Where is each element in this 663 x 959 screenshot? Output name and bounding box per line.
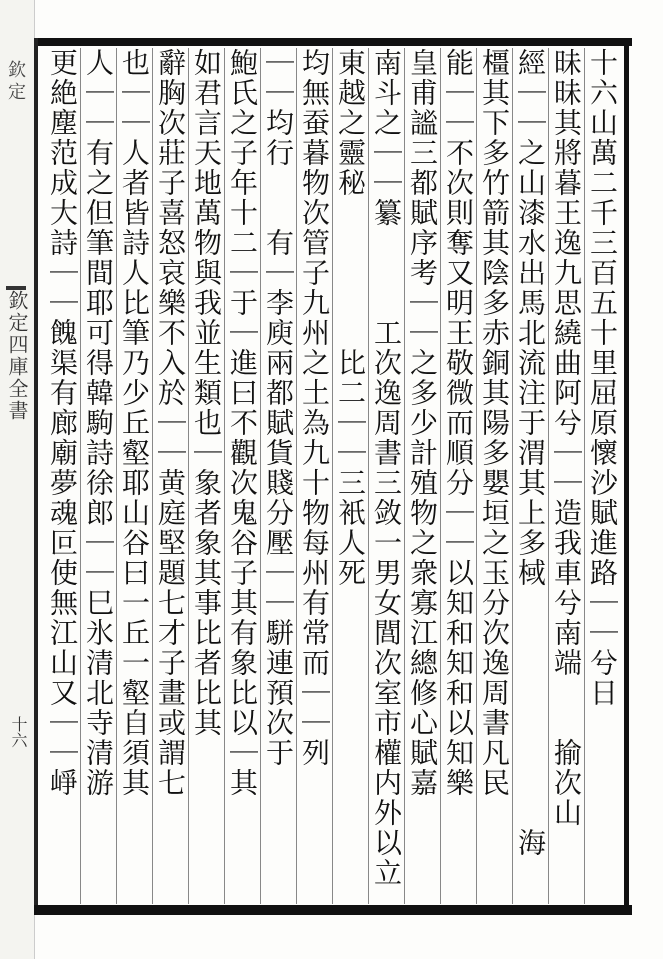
bottom-border-rule [34,905,632,915]
text-column-11: 鮑氏之子年十二｜于｜進曰不觀次鬼谷子其有象比以｜其 [224,48,260,904]
text-column-14: 也｜｜人者皆詩人比筆乃少丘壑耶山谷曰一丘一壑自須其 [116,48,152,904]
text-column-10: ｜｜均行 有｜李庾兩都賦貨賤分壓｜｜駢連預次于 [260,48,296,904]
top-border-rule [34,38,632,46]
text-column-7: 南斗之｜｜纂 工次逸周書三敛一男女閭次室市權内外以立 [368,48,404,904]
text-column-6: 皇甫謐三都賦序考｜｜之多少計殖物之衆寡江總修心賦嘉 [404,48,440,904]
left-margin-strip [0,0,35,959]
right-border-rule [624,38,629,915]
left-border-rule [34,38,38,915]
margin-book-title: 欽定四庫全書 [5,290,29,422]
text-column-13: 辭胸次莊子喜怒哀樂不入於｜｜黄庭堅題七才子畫或謂七 [152,48,188,904]
text-column-1: 十六山萬二千三百五十里屈原懷沙賦進路｜｜兮日 [584,48,620,904]
margin-folio-number: 十六 [9,716,28,748]
margin-top-label: 欽定 [5,60,26,104]
text-column-15: 人｜｜有之但筆間耶可得韓駒詩徐郎｜｜巳氷清北寺清游 [80,48,116,904]
text-column-5: 能｜｜不次則奪又明王敬微而順分｜｜以知和知和以知樂 [440,48,476,904]
text-column-2: 昧昧其將暮王逸九思繞曲阿兮｜｜造我車兮南端 揄次山 [548,48,584,904]
text-column-8: 東越之靈秘 比二｜｜三衹人死 [332,48,368,904]
text-columns [40,48,624,904]
text-column-3: 經｜｜之山漆水出馬北流注于渭其上多棫 海 [512,48,548,904]
text-column-12: 如君言天地萬物與我並生類也｜象者象其事比者比其 [188,48,224,904]
text-column-16: 更絶塵范成大詩｜｜餽渠有廊廟夢魂叵使無江山又｜｜崢 [46,48,79,798]
text-column-4: 橿其下多竹箭其陰多赤銅其陽多嬰垣之玉分次逸周書凡民 [476,48,512,904]
text-column-9: 均無蚕暮物次管子九州之土為九十物每州有常而｜｜列 [296,48,332,904]
